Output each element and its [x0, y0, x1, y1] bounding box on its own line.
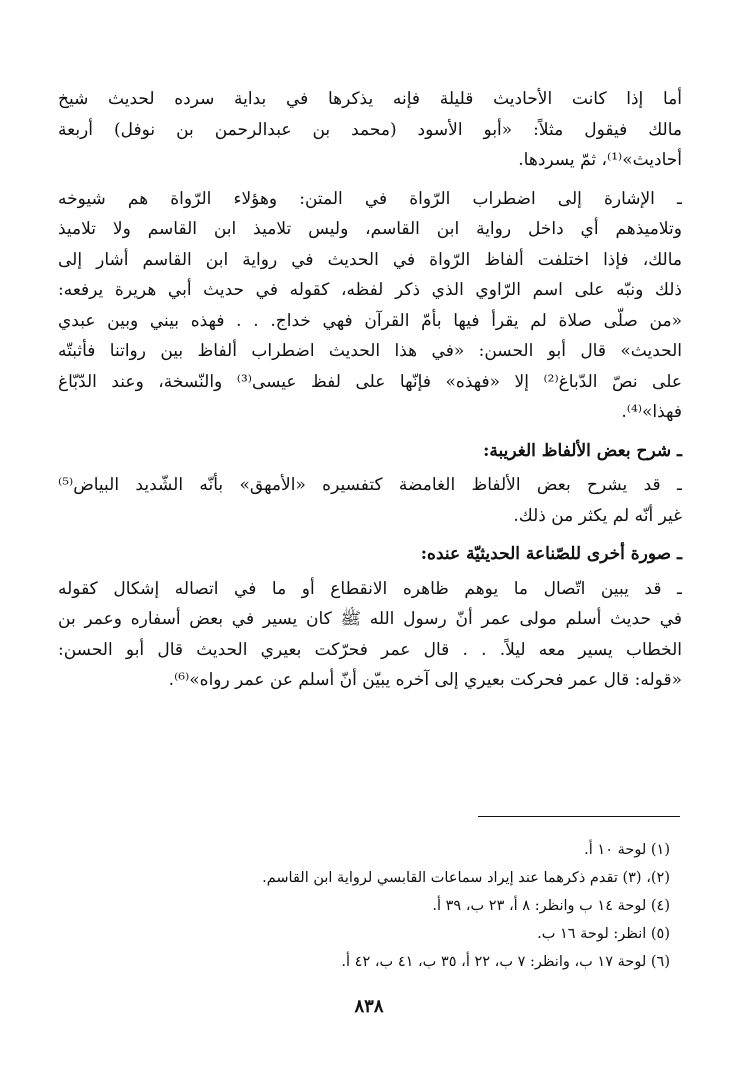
main-text	[58, 84, 682, 704]
footnotes	[70, 836, 670, 976]
text-line: مالك، فإذا اختلفت ألفاظ الرّواة في الحديث في رواية ابن القاسم أشار إلى	[58, 249, 682, 270]
page-number: ٨٣٨	[354, 996, 384, 1017]
text-line: أحاديث»⁽¹⁾، ثمّ يسردها.	[518, 150, 682, 170]
text-line: في حديث أسلم مولى عمر أنّ رسول الله ﷺ كان يسير في بعض أسفاره وعمر بن	[58, 609, 682, 629]
paragraph-1	[58, 84, 682, 176]
text-line: أما إذا كانت الأحاديث قليلة فإنه يذكرها في بداية سرده لحديث شيخ	[58, 89, 682, 109]
text-line: «قوله: قال عمر فحركت بعيري إلى آخره يبيّن أنّ أسلم عن عمر رواه»⁽⁶⁾.	[168, 670, 682, 690]
paragraph-2	[58, 184, 682, 428]
text-line: مالك فيقول مثلاً: «أبو الأسود (محمد بن عبدالرحمن بن نوفل) أربعة	[58, 119, 682, 140]
text-line: «من صلّى صلاة لم يقرأ فيها بأمّ القرآن فهي خداج. . . فهذه بيني وبين عبدي	[58, 310, 682, 331]
paragraph-4	[58, 574, 682, 696]
text-line: الخطاب يسير معه ليلاً. . . قال عمر فحرّكت بعيري الحديث قال أبو الحسن:	[58, 639, 682, 660]
text-line: على نصّ الدّباغ⁽²⁾ إلا «فهذه» فإنّها على لفظ عيسى⁽³⁾ والنّسخة، وعند الدّبّاغ	[58, 371, 682, 392]
paragraph-3	[58, 470, 682, 531]
section-heading: ـ شرح بعض الألفاظ الغريبة:	[483, 440, 682, 461]
footnote: (٦) لوحة ١٧ ب، وانظر: ٧ ب، ٢٢ أ، ٣٥ ب، ٤١ ب، ٤٢ أ.	[341, 954, 670, 970]
text-line: ـ قد يشرح بعض الألفاظ الغامضة كتفسيره «الأمهق» بأنّه الشّديد البياض⁽⁵⁾	[58, 475, 682, 495]
text-line: ـ قد يبين اتّصال ما يوهم ظاهره الانقطاع أو ما في اتصاله إشكال كقوله	[58, 578, 682, 599]
footnote: (١) لوحة ١٠ أ.	[584, 842, 670, 858]
text-line: ذلك ونبّه على اسم الرّاوي الذي ذكر لفظه، كقوله في حديث أبي هريرة يرفعه:	[58, 280, 682, 300]
text-line: فهذا»⁽⁴⁾.	[621, 402, 682, 422]
text-line: ـ الإشارة إلى اضطراب الرّواة في المتن: وهؤلاء الرّواة هم شيوخه	[58, 188, 682, 209]
footnote: (٤) لوحة ١٤ ب وانظر: ٨ أ، ٢٣ ب، ٣٩ أ.	[432, 898, 670, 914]
footnote: (٢)، (٣) تقدم ذكرهما عند إيراد سماعات القابسي لرواية ابن القاسم.	[262, 870, 670, 886]
footnote-divider	[478, 816, 680, 817]
text-line: الحديث» قال أبو الحسن: «في هذا الحديث اضطراب ألفاظ بين رواتنا فأثبتّه	[58, 341, 682, 361]
text-line: غير أنّه لم يكثر من ذلك.	[513, 505, 682, 526]
footnote: (٥) انظر: لوحة ١٦ ب.	[537, 926, 670, 942]
section-heading: ـ صورة أخرى للصّناعة الحديثيّة عنده:	[420, 544, 682, 564]
text-line: وتلاميذهم أي داخل رواية ابن القاسم، وليس تلاميذ ابن القاسم ولا تلاميذ	[58, 219, 682, 239]
